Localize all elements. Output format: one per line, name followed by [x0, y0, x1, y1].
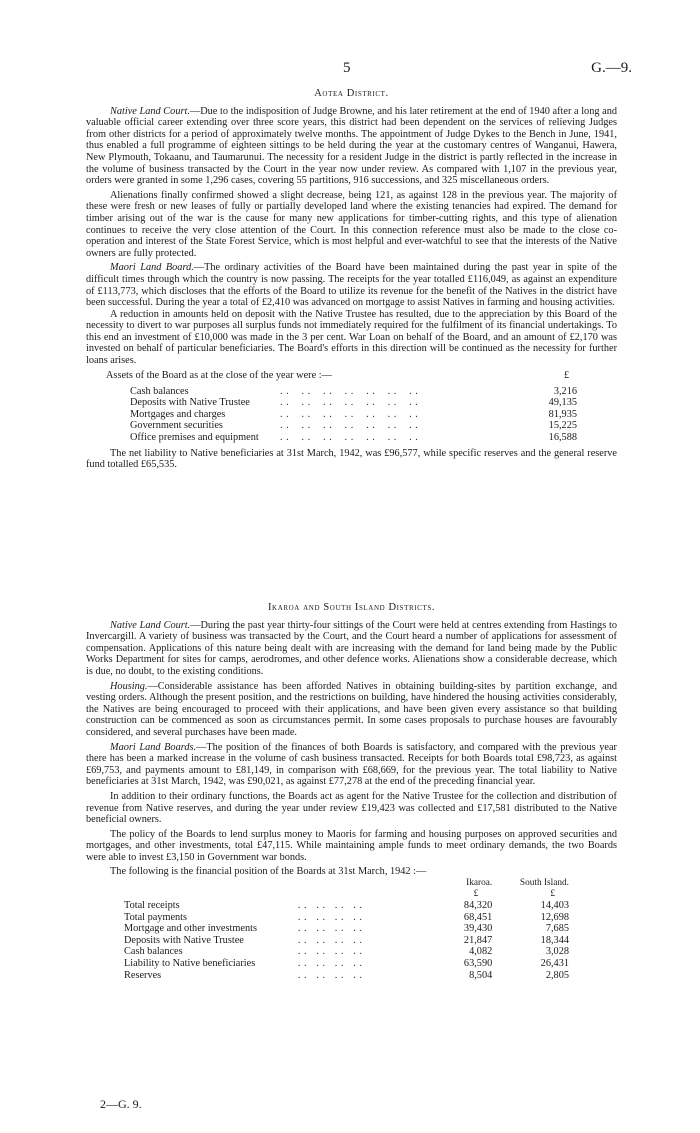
row-label: Mortgage and other investments [124, 923, 257, 935]
aotea-land-court-paragraph [86, 106, 617, 187]
row-label: Total payments [124, 911, 188, 923]
paragraph-lead: Native Land Court. [110, 619, 191, 631]
row-label: Liability to Native beneficiaries [124, 958, 256, 970]
leader-dots: . . . . . . . . . . . . . . [280, 420, 419, 432]
table-row [124, 970, 569, 982]
leader-dots: . . . . . . . . . . . . . . [280, 397, 419, 409]
column-header-ikaroa: Ikaroa. [466, 878, 493, 889]
paragraph-text: —The position of the finances of both Boards is satisfactory, and compared with the previous year there has been a marked increase in the volume of cash business transacted. Receipts for both Boards total £98,723, as against £69,753, and payments amount to £81,149, in comparison with £68,669, for the previous year. The total liability to Native beneficiaries at 31st March, 1942, was £90,021, as against £77,278 at the end of the preceding financial year. [86, 741, 617, 788]
ikaroa-value: 8,504 [469, 969, 493, 981]
paragraph-lead: Maori Land Boards. [110, 741, 197, 753]
leader-dots: . . . . . . . . [297, 946, 363, 958]
table-row [124, 900, 569, 912]
table-row [130, 386, 577, 398]
asset-label: Mortgages and charges [130, 408, 226, 420]
assets-table [130, 386, 577, 444]
table-row [124, 912, 569, 924]
aotea-section [86, 88, 617, 474]
ikaroa-value: 39,430 [463, 923, 493, 935]
leader-dots: . . . . . . . . . . . . . . [280, 385, 419, 397]
leader-dots: . . . . . . . . [297, 923, 363, 935]
asset-label: Government securities [130, 420, 223, 432]
south-island-value: 26,431 [540, 958, 569, 970]
ikaroa-value: 84,320 [463, 900, 493, 912]
row-label: Reserves [124, 969, 162, 981]
page-number: 5 [343, 60, 351, 76]
financial-position-table [124, 878, 569, 981]
document-reference: G.—9. [591, 60, 632, 76]
table-row [124, 935, 569, 947]
ikaroa-agent-paragraph: In addition to their ordinary functions, the Boards act as agent for the Native Trustee for the collection and distribution of revenue from Native reserves, and during the year under review £19,423 was collected and £17,581 distributed to the Native beneficial owners. [86, 790, 617, 826]
aotea-deposit-paragraph: A reduction in amounts held on deposit with the Native Trustee has resulted, due to the appreciation by this Board of the necessity to divert to war purposes all surplus funds not immediately required for the fulfilment of its financial undertakings. To this end an investment of £10,000 was made in the 3 per cent. War Loan on behalf of the Board, and an amount of £2,170 was invested on behalf of particular beneficiaries. The Board's efforts in this direction will be continued as the necessity for further loans arises. [86, 308, 617, 367]
table-row [130, 409, 577, 421]
south-island-value: 7,685 [545, 923, 569, 935]
asset-value: 81,935 [548, 408, 577, 420]
ikaroa-section [86, 602, 617, 981]
column-header-south-island: South Island. [519, 878, 569, 889]
assets-intro-line [86, 370, 617, 382]
aotea-land-board-paragraph [86, 262, 617, 308]
asset-value: 49,135 [548, 397, 577, 409]
leader-dots: . . . . . . . . . . . . . . [280, 432, 419, 444]
paragraph-lead: Housing. [110, 680, 148, 692]
aotea-liability-paragraph: The net liability to Native beneficiaries at 31st March, 1942, was £96,577, while specific reserves and the general reserve fund totalled £65,535. [86, 447, 617, 471]
south-island-value: 18,344 [540, 934, 569, 946]
south-island-value: 2,805 [545, 969, 569, 981]
assets-currency: £ [564, 369, 570, 381]
ikaroa-value: 63,590 [463, 958, 493, 970]
row-label: Deposits with Native Trustee [124, 934, 244, 946]
ikaroa-value: 4,082 [469, 946, 493, 958]
table-currency-row [124, 889, 569, 900]
row-label: Cash balances [124, 946, 183, 958]
leader-dots: . . . . . . . . [297, 934, 363, 946]
assets-intro: Assets of the Board as at the close of the year were :— [106, 369, 332, 381]
page-header [0, 60, 700, 80]
asset-label: Cash balances [130, 385, 189, 397]
south-island-value: 14,403 [540, 900, 569, 912]
currency-south-island: £ [550, 889, 555, 900]
ikaroa-land-court-paragraph [86, 620, 617, 678]
south-island-value: 12,698 [540, 911, 569, 923]
ikaroa-value: 68,451 [463, 911, 493, 923]
aotea-alienations-paragraph: Alienations finally confirmed showed a slight decrease, being 121, as against 128 in the previous year. The majority of these were fresh or new leases of fully or partially developed land where the existing tenancies had expired. The demand for timber arising out of the war is the cause for many new applications for timber-cutting rights, and this type of alienation continues to receive the very close attention of the Court. In this connection reference must also be made to the close co-operation and interest of the State Forest Service, which is most helpful and ever-watchful to see that the interests of the Native owners are fully protected. [86, 189, 617, 259]
leader-dots: . . . . . . . . [297, 911, 363, 923]
paragraph-text: —Due to the indisposition of Judge Browne, and his later retirement at the end of 1940 after a long and valuable official career extending over three score years, this district had been dependent on the services of relieving Judges from other districts for a period of approximately twelve months. The appointment of Judge Dykes to the Bench in June, 1941, thus enabled a full programme of eighteen sittings to be held during the year at the customary centres of Wanganui, Hawera, New Plymouth, Tokaanu, and Taumarunui. The necessity for a resident Judge in the district is partly reflected in the increase in the volume of business transacted by the Court in the year now under review. As compared with 1,107 in the previous year, orders were granted in some 1,296 cases, covering 55 partitions, 916 successions, and 325 miscellaneous orders. [86, 105, 617, 187]
paragraph-lead: Native Land Court. [110, 105, 190, 117]
south-island-value: 3,028 [545, 946, 569, 958]
currency-ikaroa: £ [473, 889, 479, 900]
page-footer: 2—G. 9. [100, 1097, 142, 1111]
leader-dots: . . . . . . . . [297, 958, 363, 970]
asset-label: Deposits with Native Trustee [130, 397, 250, 409]
paragraph-text: —During the past year thirty-four sittings of the Court were held at centres extending from Hastings to Invercargill. A variety of business was transacted by the Court, and the Court heard a number of applications for assessment of compensation. Applications of this nature being dealt with are increasing with the demand for land being made by the Public Works Department for sites for camps, aerodromes, and other defence works. Alienations show a considerable decrease, which is due, no doubt, to the existing conditions. [86, 619, 617, 677]
ikaroa-value: 21,847 [463, 934, 493, 946]
paragraph-text: —Considerable assistance has been afforded Natives in obtaining building-sites by partition exchange, and vesting orders. Although the present position, and the restrictions on building, have hindered the housing activities considerably, the Natives are being encouraged to proceed with their applications, and have been given every assistance so that building construction can be commenced as soon as circumstances permit. In some cases proposals to purchase houses are favourably considered, and several purchases have been made. [86, 680, 617, 738]
asset-label: Office premises and equipment [130, 432, 259, 444]
ikaroa-section-title: Ikaroa and South Island Districts. [267, 602, 436, 613]
aotea-section-title: Aotea District. [314, 88, 389, 99]
paragraph-text: —The ordinary activities of the Board have been maintained during the past year in spite of the difficult times through which the country is now passing. The receipts for the year totalled £116,049, as against an expenditure of £113,773, which discloses that the efforts of the Board to utilize its revenue for the benefit of the Natives in the district have been successful. During the year a total of £2,410 was advanced on mortgage to assist Natives in farming and housing activities. [86, 262, 618, 309]
table-row [130, 397, 577, 409]
leader-dots: . . . . . . . . [297, 969, 363, 981]
row-label: Total receipts [124, 900, 180, 912]
ikaroa-housing-paragraph [86, 681, 617, 739]
paragraph-lead: Maori Land Board. [110, 262, 194, 274]
asset-value: 3,216 [553, 385, 577, 397]
ikaroa-land-boards-paragraph [86, 742, 617, 788]
leader-dots: . . . . . . . . . . . . . . [280, 408, 419, 420]
leader-dots: . . . . . . . . [297, 900, 363, 912]
table-row [124, 946, 569, 958]
ikaroa-financial-intro: The following is the financial position of the Boards at 31st March, 1942 :— [110, 866, 427, 878]
table-row [124, 958, 569, 970]
asset-value: 15,225 [548, 420, 577, 432]
table-row [124, 923, 569, 935]
asset-value: 16,588 [548, 432, 577, 444]
ikaroa-policy-paragraph: The policy of the Boards to lend surplus money to Maoris for farming and housing purposes on approved securities and mortgages, and other investments, total £47,115. While maintaining ample funds to meet ordinary demands, the two Boards were able to invest £3,150 in Government war bonds. [86, 828, 617, 863]
table-row [130, 432, 577, 444]
table-header-row [124, 878, 569, 889]
table-row [130, 420, 577, 432]
